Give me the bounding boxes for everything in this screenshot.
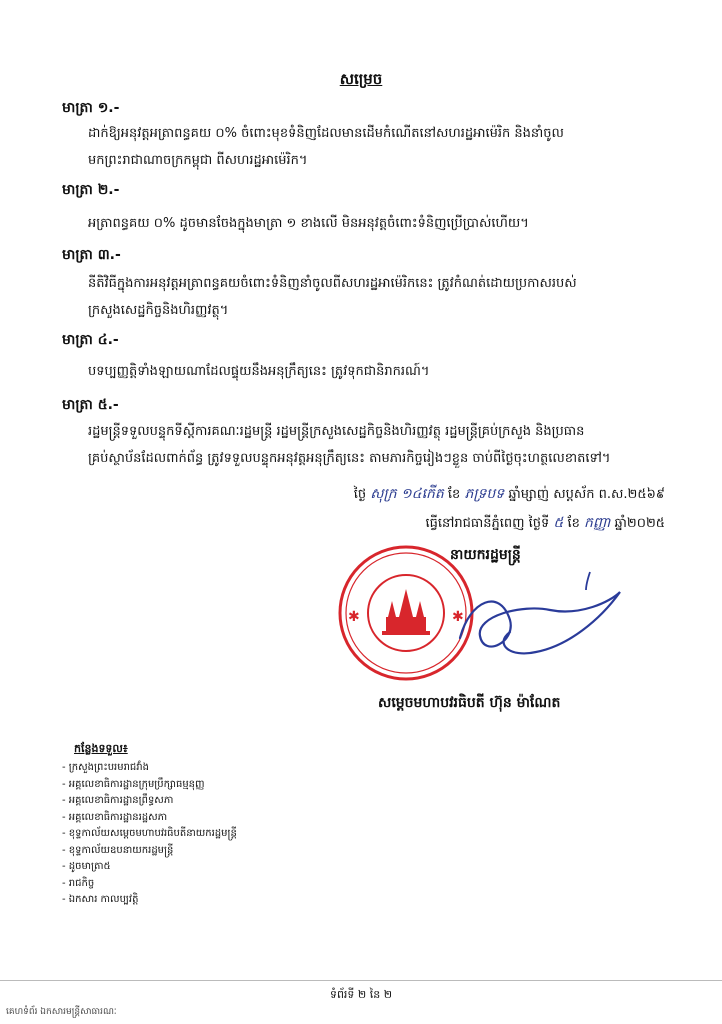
date-line-2-month-prefix: ខែ: [567, 516, 580, 531]
recipient-item: - ដូចមាត្រា៥: [62, 859, 237, 876]
recipient-item: - ខុទ្ទកាល័យសម្តេចមហាបវរធិបតីនាយករដ្ឋមន្ត្រី: [62, 826, 237, 843]
svg-text:✱: ✱: [452, 609, 464, 625]
article-2-heading: មាត្រា ២.-: [62, 182, 120, 198]
article-3-line-2: ក្រសួងសេដ្ឋកិច្ចនិងហិរញ្ញវត្ថុ។: [88, 303, 229, 318]
recipient-item: - ក្រសួងព្រះបរមរាជវាំង: [62, 760, 237, 777]
recipient-item: - អគ្គលេខាធិការដ្ឋានរដ្ឋសភា: [62, 810, 237, 827]
date-line-1-month-prefix: ខែ: [447, 487, 461, 502]
date-line-2-prefix: ធ្វើនៅរាជធានីភ្នំពេញ ថ្ងៃទី: [425, 516, 550, 531]
article-3-body: [88, 270, 688, 324]
article-5-line-1: រដ្ឋមន្ត្រីទទួលបន្ទុកទីស្តីការគណៈរដ្ឋមន្ត្រី រដ្ឋមន្ត្រីក្រសួងសេដ្ឋកិច្ចនិងហិរញ្ញវត្ថុ រដ្ឋមន្ត្រីគ្រប់ក្រសួង និងប្រធាន: [88, 424, 585, 439]
date-block: [0, 480, 665, 538]
date-line-lunar: [0, 480, 665, 509]
article-5-line-2: គ្រប់ស្ថាប័នដែលពាក់ព័ន្ធ ត្រូវទទួលបន្ទុកអនុវត្តអនុក្រឹត្យនេះ តាមភារកិច្ចរៀងៗខ្លួន ចាប់ពីថ្ងៃចុះហត្ថលេខាតទៅ។: [88, 451, 611, 466]
signer-name: សម្តេចមហាបវរធិបតី ហ៊ុន ម៉ាណែត: [378, 695, 561, 711]
document-title: សម្រេច: [339, 70, 383, 88]
article-1-line-2: មកព្រះរាជាណាចក្រកម្ពុជា ពីសហរដ្ឋអាម៉េរិក។: [88, 153, 308, 168]
svg-text:✱: ✱: [348, 609, 360, 625]
prime-minister-label: នាយករដ្ឋមន្ត្រី: [450, 547, 521, 563]
date-line-2-suffix: ឆ្នាំ២០២៥: [614, 516, 665, 531]
recipient-item: - រាជកិច្ច: [62, 876, 237, 893]
date-line-2-month-handwritten: កញ្ញា: [584, 515, 611, 531]
date-line-1-month-handwritten: ភទ្របទ: [464, 486, 505, 502]
date-line-1-day-handwritten: សុក្រ ១៤កើត: [370, 486, 444, 502]
article-4-body: [88, 358, 688, 385]
article-4-line-1: បទប្បញ្ញត្តិទាំងឡាយណាដែលផ្ទុយនឹងអនុក្រឹត្យនេះ ត្រូវទុកជានិរាករណ៍។: [88, 364, 430, 379]
handwritten-signature-icon: [440, 560, 640, 670]
article-1-line-1: ដាក់ឱ្យអនុវត្តអត្រាពន្ធគយ ០% ចំពោះមុខទំនិញដែលមានដើមកំណើតនៅសហរដ្ឋអាម៉េរិក និងនាំចូល: [88, 126, 564, 141]
footer-divider: [0, 980, 722, 981]
footer-source: គេហទំព័រ ឯកសារមន្ត្រីសាធារណៈ: [6, 1007, 117, 1017]
date-line-1-suffix: ឆ្នាំម្សាញ់ សប្តស័ក ព.ស.២៥៦៩: [508, 487, 665, 502]
article-3-heading: មាត្រា ៣.-: [62, 247, 121, 263]
article-1-body: [88, 120, 688, 174]
page-number: ទំព័រទី ២ នៃ ២: [329, 988, 393, 1001]
recipients-list: [62, 760, 237, 909]
recipient-item: - អគ្គលេខាធិការដ្ឋានព្រឹទ្ធសភា: [62, 793, 237, 810]
article-4-heading: មាត្រា ៤.-: [62, 332, 119, 348]
article-2-line-1: អត្រាពន្ធគយ ០% ដូចមានចែងក្នុងមាត្រា ១ ខាងលើ មិនអនុវត្តចំពោះទំនិញប្រើប្រាស់ហើយ។: [88, 216, 529, 231]
date-line-2-day-handwritten: ៥: [553, 515, 564, 531]
article-2-body: [88, 210, 688, 237]
article-5-heading: មាត្រា ៥.-: [62, 397, 119, 413]
recipients-title: កន្លែងទទួល៖: [74, 742, 128, 755]
date-line-1-prefix: ថ្ងៃ: [353, 487, 367, 502]
article-5-body: [88, 418, 688, 472]
article-3-line-1: នីតិវិធីក្នុងការអនុវត្តអត្រាពន្ធគយចំពោះទំនិញនាំចូលពីសហរដ្ឋអាម៉េរិកនេះ ត្រូវកំណត់ដោយប្រកាសរបស់: [88, 276, 577, 291]
recipient-item: - ខុទ្ទកាល័យឧបនាយករដ្ឋមន្ត្រី: [62, 843, 237, 860]
recipient-item: - អគ្គលេខាធិការដ្ឋានក្រុមប្រឹក្សាធម្មនុញ្ញ: [62, 777, 237, 794]
date-line-solar: [0, 509, 665, 538]
article-1-heading: មាត្រា ១.-: [62, 100, 120, 116]
recipient-item: - ឯកសារ កាលប្បវត្តិ: [62, 892, 237, 909]
